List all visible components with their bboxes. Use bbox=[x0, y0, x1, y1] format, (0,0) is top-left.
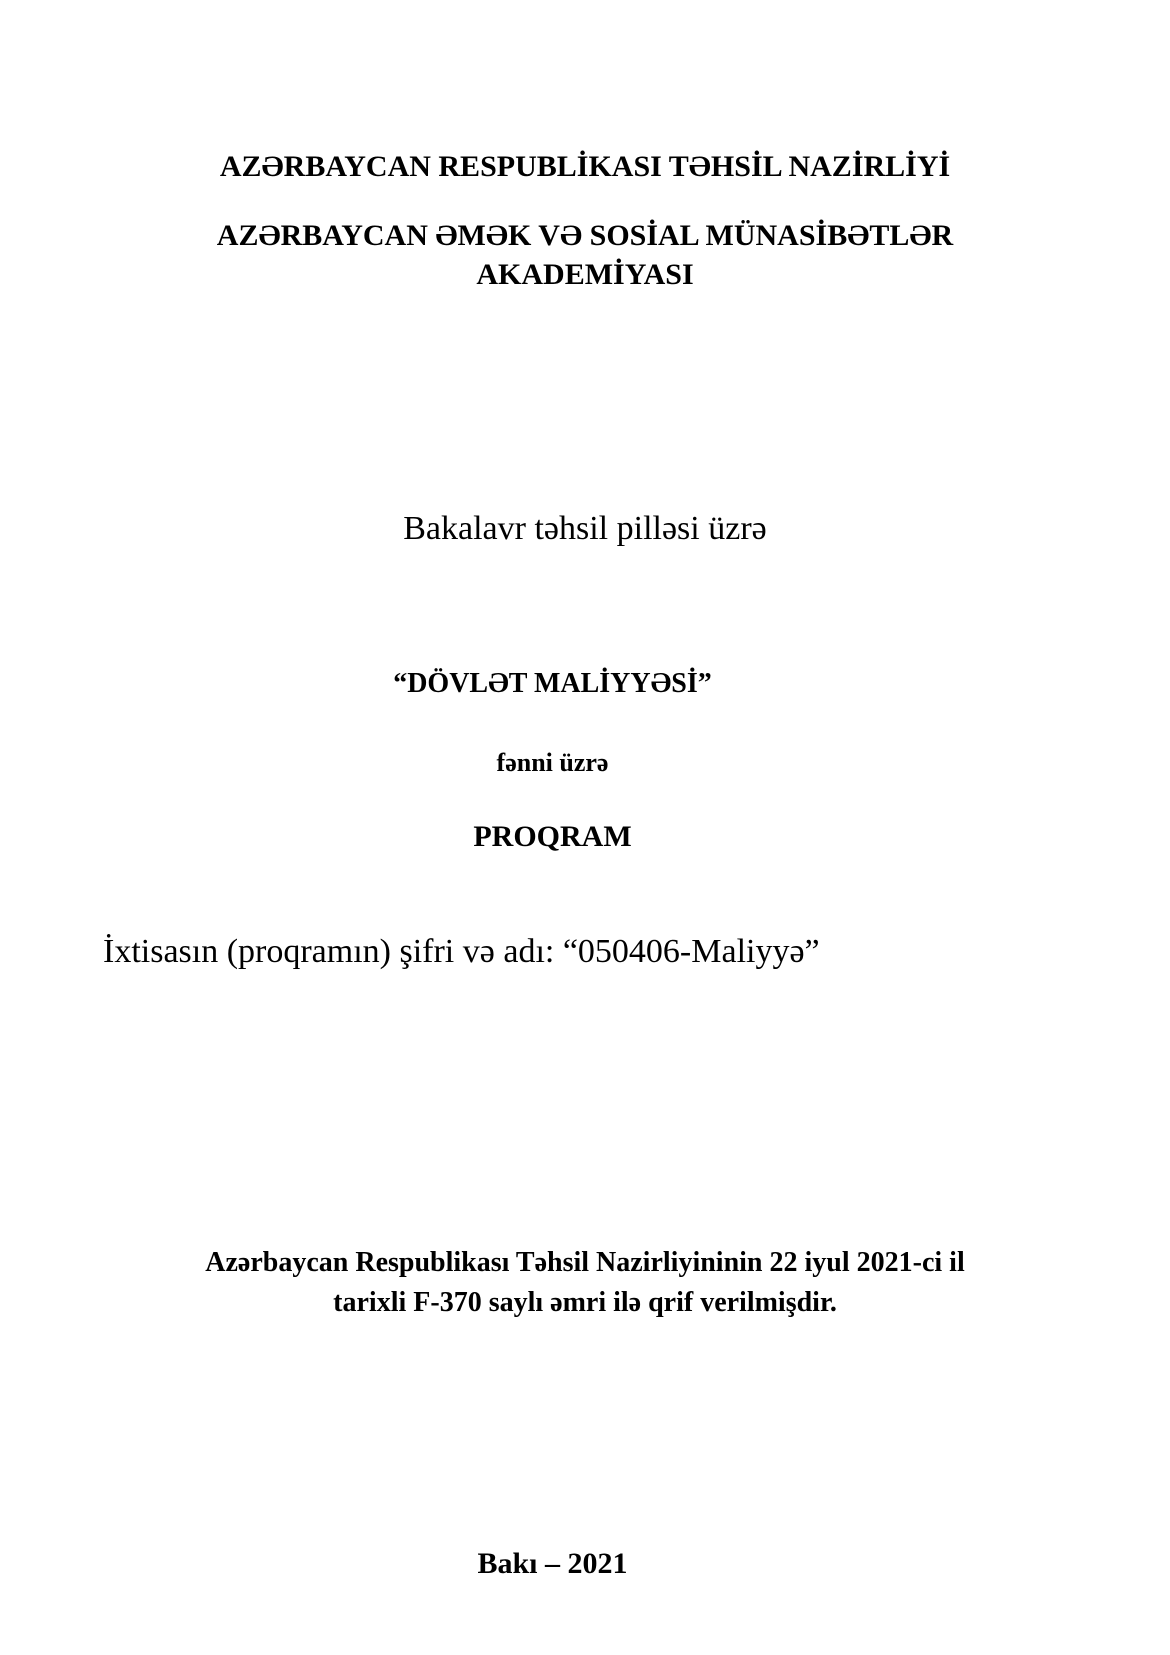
ministry-title: AZƏRBAYCAN RESPUBLİKASI TƏHSİL NAZİRLİYİ bbox=[219, 150, 951, 183]
approval-note-line-2: tarixli F-370 saylı əmri ilə qrif verilmişdir. bbox=[333, 1287, 837, 1318]
document-type: PROQRAM bbox=[473, 820, 632, 853]
course-title: “DÖVLƏT MALİYYƏSİ” bbox=[393, 668, 712, 699]
academy-title-line-1: AZƏRBAYCAN ƏMƏK VƏ SOSİAL MÜNASİBƏTLƏR bbox=[216, 219, 954, 252]
education-level: Bakalavr təhsil pilləsi üzrə bbox=[403, 510, 767, 547]
specialty-code-name: İxtisasın (proqramın) şifri və adı: “050406-Maliyyə” bbox=[103, 933, 820, 970]
place-and-year: Bakı – 2021 bbox=[477, 1547, 628, 1580]
subject-label: fənni üzrə bbox=[496, 748, 609, 777]
academy-title-line-2: AKADEMİYASI bbox=[476, 258, 694, 291]
approval-note-line-1: Azərbaycan Respublikası Təhsil Nazirliyininin 22 iyul 2021-ci il bbox=[205, 1247, 965, 1278]
